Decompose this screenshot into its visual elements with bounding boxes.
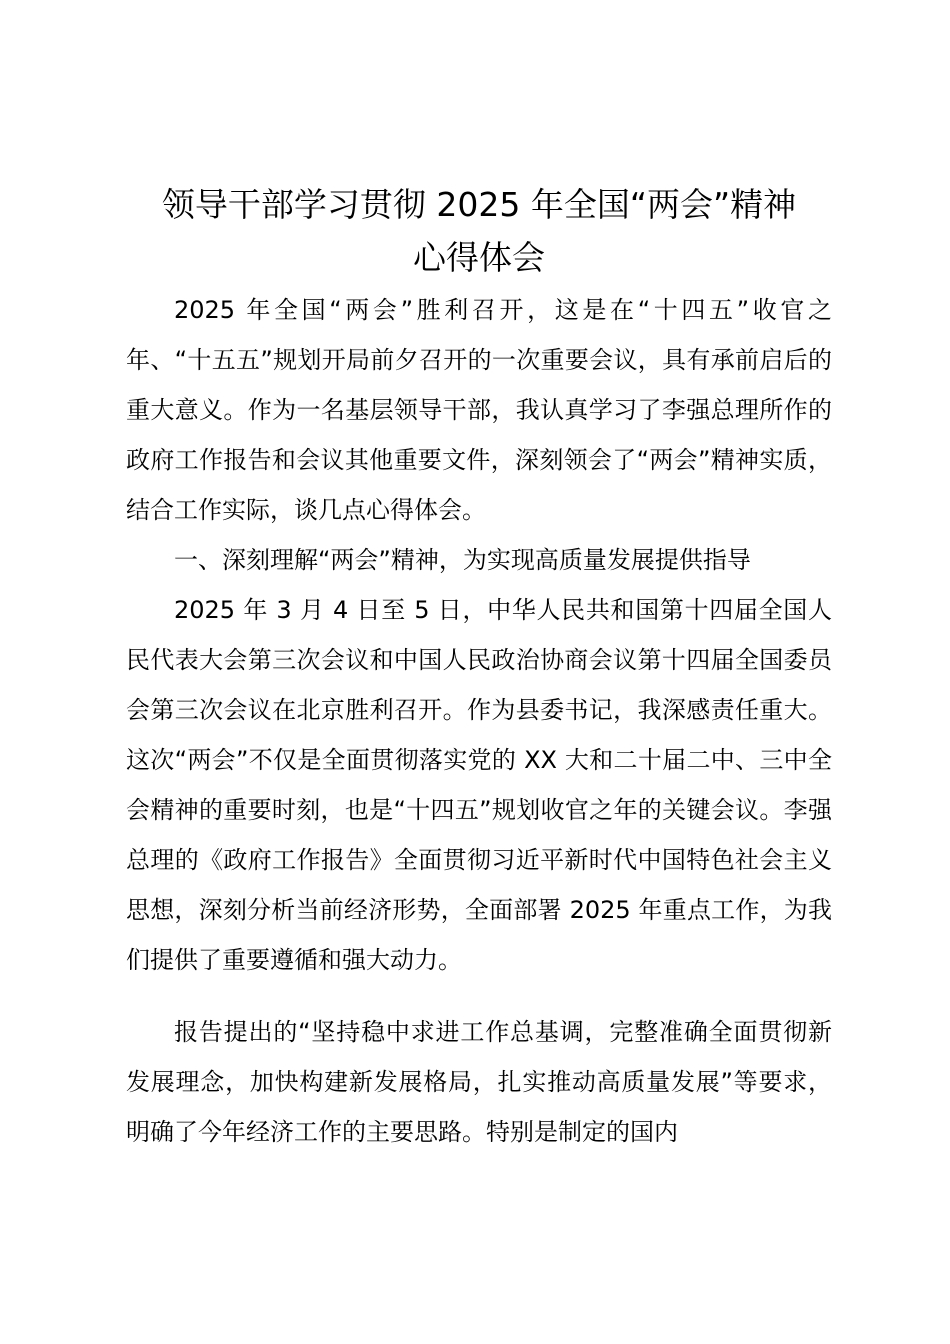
section-heading-1: 一、深刻理解“两会”精神，为实现高质量发展提供指导: [174, 546, 751, 574]
paragraph-intro: 2025 年全国“两会”胜利召开，这是在“十四五”收官之年、“十五五”规划开局前夕召开的一次重要会议，具有承前启后的重大意义。作为一名基层领导干部，我认真学习了李强总理所作的政府工作报告和会议其他重要文件，深刻领会了“两会”精神实质，结合工作实际，谈几点心得体会。: [126, 296, 832, 524]
paragraph-meeting: 2025 年 3 月 4 日至 5 日，中华人民共和国第十四届全国人民代表大会第三次会议和中国人民政治协商会议第十四届全国委员会第三次会议在北京胜利召开。作为县委书记，我深感责任重大。这次“两会”不仅是全面贯彻落实党的 XX 大和二十届二中、三中全会精神的重要时刻，也是“十四五”规划收官之年的关键会议。李强总理的《政府工作报告》全面贯彻习近平新时代中国特色社会主义思想，深刻分析当前经济形势，全面部署 2025 年重点工作，为我们提供了重要遵循和强大动力。: [126, 596, 832, 974]
title-line-2: 心得体会: [413, 238, 545, 277]
document-title: [126, 178, 832, 284]
paragraph-report: 报告提出的“坚持稳中求进工作总基调，完整准确全面贯彻新发展理念，加快构建新发展格局，扎实推动高质量发展”等要求，明确了今年经济工作的主要思路。特别是制定的国内: [126, 1018, 832, 1146]
document-page: [126, 178, 832, 1157]
title-line-1: 领导干部学习贯彻 2025 年全国“两会”精神: [161, 185, 797, 224]
